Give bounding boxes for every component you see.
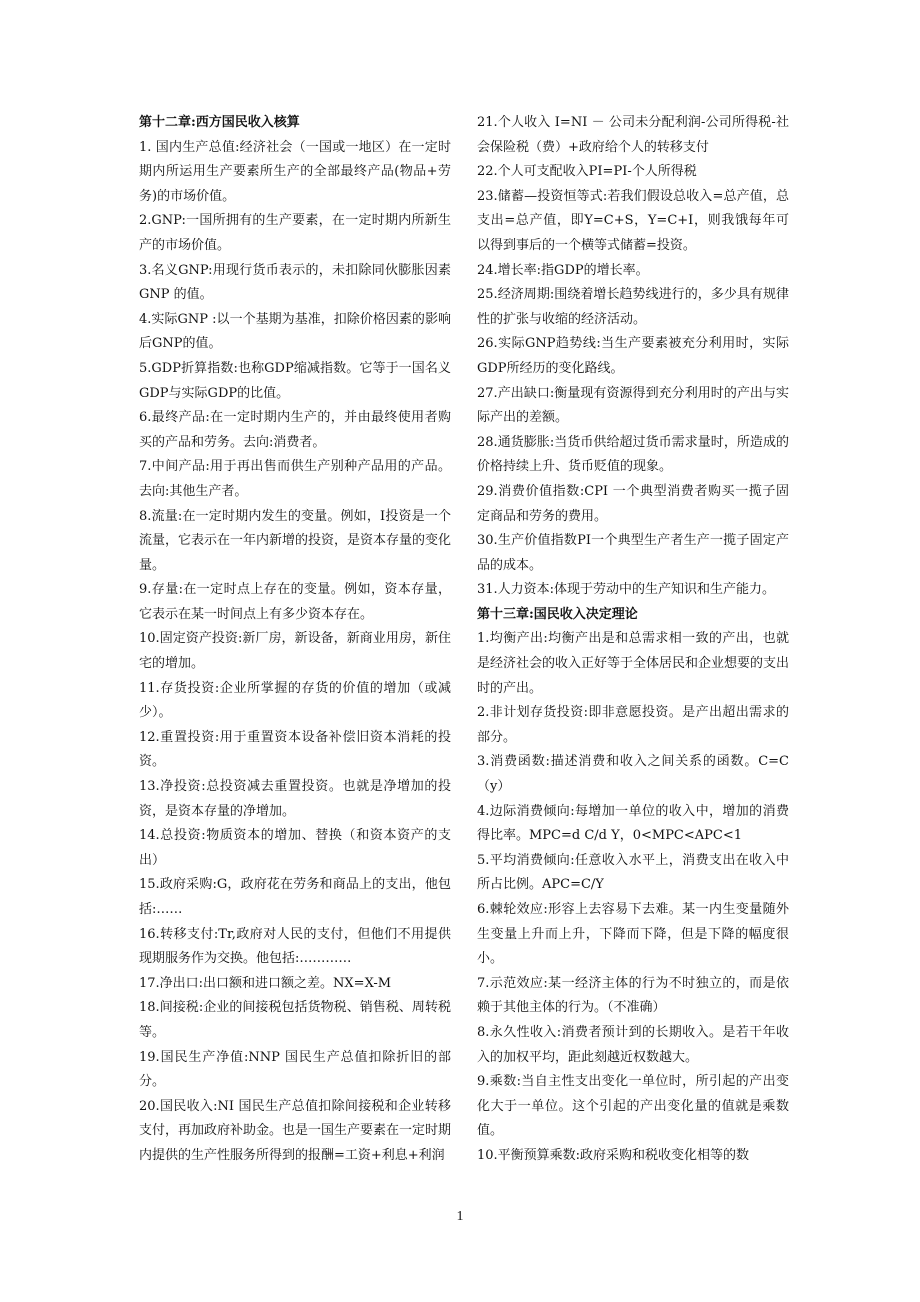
definition-item: 10.平衡预算乘数:政府采购和税收变化相等的数 xyxy=(477,1147,750,1163)
definition-item: 6.最终产品:在一定时期内生产的，并由最终使用者购买的产品和劳务。去向:消费者。 xyxy=(139,410,451,450)
definition-item: 10.固定资产投资:新厂房，新设备，新商业用房，新住宅的增加。 xyxy=(139,631,451,672)
definition-item: 27.产出缺口:衡量现有资源得到充分利用时的产出与实际产出的差额。 xyxy=(477,385,789,426)
definition-item: 5.GDP折算指数:也称GDP缩减指数。它等于一国名义GDP与实际GDP的比值。 xyxy=(139,360,451,401)
definition-item: 1. 国内生产总值:经济社会（一国或一地区）在一定时期内所运用生产要素所生产的全部最终产品(物品+劳务)的市场价值。 xyxy=(139,139,451,204)
definition-item: 7.示范效应:某一经济主体的行为不时独立的，而是依赖于其他主体的行为。（不准确） xyxy=(477,975,789,1016)
definition-item: 11.存货投资:企业所掌握的存货的价值的增加（或减少）。 xyxy=(139,680,451,721)
definition-item: 2.GNP:一国所拥有的生产要素，在一定时期内所新生产的市场价值。 xyxy=(139,213,451,253)
definition-item: 26.实际GNP趋势线:当生产要素被充分利用时，实际GDP所经历的变化路线。 xyxy=(477,336,789,376)
definition-item: 4.边际消费倾向:每增加一单位的收入中，增加的消费得比率。MPC=d C/d Y，0<MPC<APC<1 xyxy=(477,803,789,844)
definition-item: 9.乘数:当自主性支出变化一单位时，所引起的产出变化大于一单位。这个引起的产出变化量的值就是乘数值。 xyxy=(477,1074,789,1139)
definition-item: 5.平均消费倾向:任意收入水平上，消费支出在收入中所占比例。APC=C/Y xyxy=(477,852,789,893)
definition-item: 29.消费价值指数:CPI 一个典型消费者购买一揽子固定商品和劳务的费用。 xyxy=(477,483,789,524)
left-column xyxy=(139,111,451,1169)
definition-item: 2.非计划存货投资:即非意愿投资。是产出超出需求的部分。 xyxy=(477,705,789,745)
definition-item: 14.总投资:物质资本的增加、替换（和资本资产的支出） xyxy=(139,828,451,868)
definition-item: 7.中间产品:用于再出售而供生产别种产品用的产品。去向:其他生产者。 xyxy=(139,459,451,499)
chapter-heading: 第十二章:西方国民收入核算 xyxy=(139,115,300,130)
chapter-heading: 第十三章:国民收入决定理论 xyxy=(477,606,638,622)
definition-item: 23.储蓄—投资恒等式:若我们假设总收入=总产值，总支出=总产值，即Y=C+S，Y=C+I，则我饿每年可以得到事后的一个横等式储蓄=投资。 xyxy=(477,188,789,253)
definition-item: 8.永久性收入:消费者预计到的长期收入。是若干年收入的加权平均，距此刻越近权数越大。 xyxy=(477,1024,789,1065)
definition-item: 22.个人可支配收入PI=PI-个人所得税 xyxy=(477,164,697,180)
definition-item: 28.通货膨胀:当货币供给超过货币需求量时，所造成的价格持续上升、货币贬值的现象。 xyxy=(477,434,789,475)
definition-item: 31.人力资本:体现于劳动中的生产知识和生产能力。 xyxy=(477,582,776,598)
right-column xyxy=(477,111,789,1169)
definition-item: 19.国民生产净值:NNP 国民生产总值扣除折旧的部分。 xyxy=(139,1049,451,1090)
definition-item: 4.实际GNP :以一个基期为基准，扣除价格因素的影响后GNP的值。 xyxy=(139,311,451,352)
definition-item: 12.重置投资:用于重置资本设备补偿旧资本消耗的投资。 xyxy=(139,729,451,770)
definition-item: 21.个人收入 I=NI － 公司未分配利润-公司所得税-社会保险税（费）+政府给个人的转移支付 xyxy=(477,115,789,155)
definition-item: 18.间接税:企业的间接税包括货物税、销售税、周转税等。 xyxy=(139,1000,451,1040)
definition-item: 16.转移支付:Tr,政府对人民的支付，但他们不用提供现期服务作为交换。他包括:………… xyxy=(139,926,451,967)
definition-item: 6.棘轮效应:形容上去容易下去难。某一内生变量随外生变量上升而上升，下降而下降，但是下降的幅度很小。 xyxy=(477,902,789,967)
definition-item: 15.政府采购:G，政府花在劳务和商品上的支出，他包括:…… xyxy=(139,877,451,917)
definition-item: 9.存量:在一定时点上存在的变量。例如，资本存量，它表示在某一时间点上有多少资本存在。 xyxy=(139,582,451,622)
page-number: 1 xyxy=(456,1209,464,1224)
definition-item: 20.国民收入:NI 国民生产总值扣除间接税和企业转移支付，再加政府补助金。也是一国生产要素在一定时期内提供的生产性服务所得到的报酬=工资+利息+利润 xyxy=(139,1098,452,1163)
definition-item: 13.净投资:总投资减去重置投资。也就是净增加的投资，是资本存量的净增加。 xyxy=(139,779,451,819)
definition-item: 17.净出口:出口额和进口额之差。NX=X-M xyxy=(139,975,392,991)
definition-item: 8.流量:在一定时期内发生的变量。例如，I投资是一个流量，它表示在一年内新增的投资，是资本存量的变化量。 xyxy=(139,508,452,573)
definition-item: 25.经济周期:围绕着增长趋势线进行的，多少具有规律性的扩张与收缩的经济活动。 xyxy=(477,287,789,327)
definition-item: 3.名义GNP:用现行货币表示的，未扣除同伙膨胀因素GNP 的值。 xyxy=(139,262,451,303)
definition-item: 1.均衡产出:均衡产出是和总需求相一致的产出，也就是经济社会的收入正好等于全体居民和企业想要的支出时的产出。 xyxy=(477,631,790,696)
definition-item: 30.生产价值指数PI一个典型生产者生产一揽子固定产品的成本。 xyxy=(477,533,789,573)
definition-item: 24.增长率:指GDP的增长率。 xyxy=(477,262,649,278)
definition-item: 3.消费函数:描述消费和收入之间关系的函数。C=C（y） xyxy=(477,754,789,795)
